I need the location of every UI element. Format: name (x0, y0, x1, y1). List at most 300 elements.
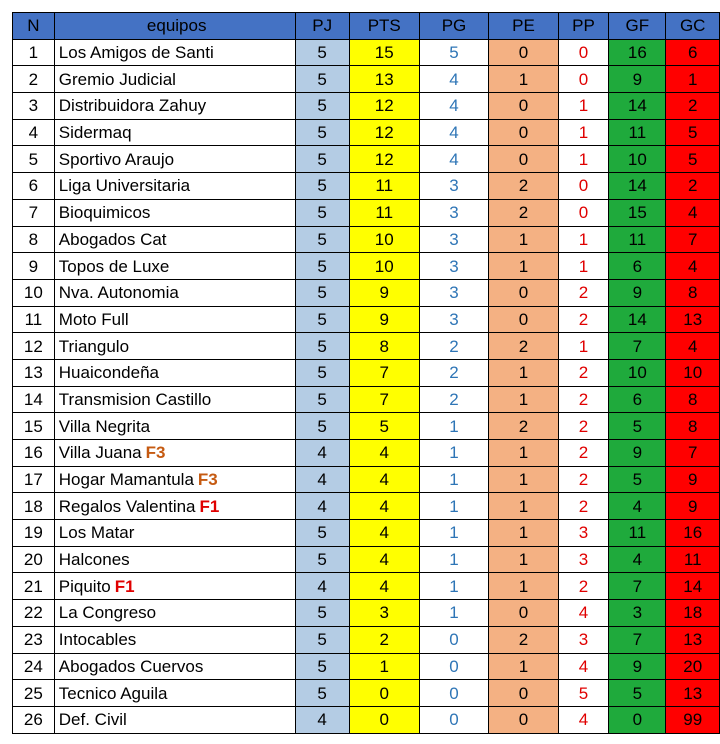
header-gf: GF (609, 13, 666, 40)
pp-cell: 1 (558, 333, 609, 360)
n-cell: 22 (13, 600, 55, 627)
gf-cell: 6 (609, 253, 666, 280)
team-cell (54, 66, 295, 93)
pts-cell: 9 (349, 279, 419, 306)
table-row (13, 66, 720, 93)
gc-cell: 13 (666, 306, 720, 333)
gc-cell: 13 (666, 626, 720, 653)
pg-cell: 2 (419, 386, 489, 413)
pp-cell: 1 (558, 119, 609, 146)
gc-cell: 8 (666, 279, 720, 306)
team-name: Gremio Judicial (58, 69, 176, 89)
pts-cell: 9 (349, 306, 419, 333)
gf-cell: 5 (609, 466, 666, 493)
pg-cell: 1 (419, 493, 489, 520)
pts-cell: 10 (349, 253, 419, 280)
team-cell (54, 600, 295, 627)
gf-cell: 11 (609, 520, 666, 547)
team-name: Topos de Luxe (58, 256, 170, 276)
table-row (13, 680, 720, 707)
pts-cell: 0 (349, 706, 419, 733)
team-name: Transmision Castillo (58, 389, 212, 409)
header-pj: PJ (295, 13, 349, 40)
pts-cell: 4 (349, 573, 419, 600)
pj-cell: 5 (295, 93, 349, 120)
team-cell (54, 653, 295, 680)
gf-cell: 5 (609, 413, 666, 440)
pg-cell: 4 (419, 66, 489, 93)
pts-cell: 4 (349, 493, 419, 520)
pj-cell: 5 (295, 173, 349, 200)
pg-cell: 1 (419, 413, 489, 440)
penalty-tag: F3 (145, 443, 166, 463)
pj-cell: 5 (295, 66, 349, 93)
team-cell (54, 680, 295, 707)
pe-cell: 1 (489, 546, 558, 573)
n-cell: 19 (13, 520, 55, 547)
pj-cell: 4 (295, 466, 349, 493)
pg-cell: 3 (419, 253, 489, 280)
team-cell (54, 413, 295, 440)
table-row (13, 253, 720, 280)
pg-cell: 4 (419, 93, 489, 120)
pj-cell: 5 (295, 306, 349, 333)
team-name: Sidermaq (58, 123, 132, 143)
team-name: Def. Civil (58, 710, 127, 730)
header-pp: PP (558, 13, 609, 40)
team-name: Nva. Autonomia (58, 283, 179, 303)
pp-cell: 2 (558, 386, 609, 413)
pp-cell: 2 (558, 359, 609, 386)
pj-cell: 5 (295, 413, 349, 440)
table-row (13, 386, 720, 413)
pe-cell: 0 (489, 600, 558, 627)
gc-cell: 7 (666, 440, 720, 467)
pp-cell: 2 (558, 306, 609, 333)
pj-cell: 5 (295, 546, 349, 573)
team-name: Hogar Mamantula (58, 470, 194, 490)
pj-cell: 4 (295, 573, 349, 600)
pp-cell: 0 (558, 199, 609, 226)
pts-cell: 0 (349, 680, 419, 707)
pe-cell: 2 (489, 626, 558, 653)
pe-cell: 1 (489, 66, 558, 93)
gc-cell: 13 (666, 680, 720, 707)
pp-cell: 1 (558, 146, 609, 173)
team-name: Tecnico Aguila (58, 683, 168, 703)
standings-table (12, 12, 720, 734)
team-cell (54, 359, 295, 386)
team-name: Villa Juana (58, 443, 142, 463)
team-cell (54, 226, 295, 253)
gc-cell: 1 (666, 66, 720, 93)
pp-cell: 1 (558, 226, 609, 253)
header-equipos: equipos (54, 13, 295, 40)
n-cell: 13 (13, 359, 55, 386)
gc-cell: 14 (666, 573, 720, 600)
header-gc: GC (666, 13, 720, 40)
header-row (13, 13, 720, 40)
gc-cell: 16 (666, 520, 720, 547)
pg-cell: 1 (419, 573, 489, 600)
gf-cell: 11 (609, 119, 666, 146)
gf-cell: 9 (609, 66, 666, 93)
pts-cell: 4 (349, 440, 419, 467)
pe-cell: 1 (489, 653, 558, 680)
gf-cell: 9 (609, 653, 666, 680)
n-cell: 8 (13, 226, 55, 253)
gf-cell: 10 (609, 146, 666, 173)
pg-cell: 1 (419, 546, 489, 573)
pts-cell: 7 (349, 386, 419, 413)
team-name: Liga Universitaria (58, 176, 191, 196)
n-cell: 9 (13, 253, 55, 280)
team-name: Halcones (58, 550, 130, 570)
pj-cell: 5 (295, 119, 349, 146)
team-name: Distribuidora Zahuy (58, 96, 207, 116)
n-cell: 12 (13, 333, 55, 360)
header-pts: PTS (349, 13, 419, 40)
pts-cell: 10 (349, 226, 419, 253)
pg-cell: 1 (419, 600, 489, 627)
gf-cell: 16 (609, 39, 666, 66)
pp-cell: 5 (558, 680, 609, 707)
gf-cell: 3 (609, 600, 666, 627)
gc-cell: 18 (666, 600, 720, 627)
pj-cell: 5 (295, 386, 349, 413)
gf-cell: 5 (609, 680, 666, 707)
penalty-tag: F3 (197, 470, 218, 490)
table-row (13, 600, 720, 627)
team-name: Piquito (58, 576, 111, 596)
gc-cell: 11 (666, 546, 720, 573)
pg-cell: 1 (419, 440, 489, 467)
pts-cell: 2 (349, 626, 419, 653)
pj-cell: 5 (295, 680, 349, 707)
team-name: La Congreso (58, 603, 157, 623)
pe-cell: 1 (489, 493, 558, 520)
header-n: N (13, 13, 55, 40)
pg-cell: 3 (419, 279, 489, 306)
pp-cell: 2 (558, 493, 609, 520)
table-row (13, 546, 720, 573)
team-name: Bioquimicos (58, 203, 151, 223)
pe-cell: 0 (489, 306, 558, 333)
table-row (13, 626, 720, 653)
pe-cell: 0 (489, 93, 558, 120)
gf-cell: 10 (609, 359, 666, 386)
pp-cell: 2 (558, 466, 609, 493)
team-cell (54, 173, 295, 200)
n-cell: 25 (13, 680, 55, 707)
pts-cell: 3 (349, 600, 419, 627)
pj-cell: 5 (295, 359, 349, 386)
pj-cell: 5 (295, 226, 349, 253)
pp-cell: 1 (558, 93, 609, 120)
pe-cell: 0 (489, 146, 558, 173)
gf-cell: 14 (609, 173, 666, 200)
pj-cell: 5 (295, 653, 349, 680)
gc-cell: 2 (666, 93, 720, 120)
team-cell (54, 119, 295, 146)
team-cell (54, 146, 295, 173)
table-row (13, 306, 720, 333)
penalty-tag: F1 (114, 576, 135, 596)
team-name: Sportivo Araujo (58, 149, 175, 169)
table-row (13, 119, 720, 146)
pg-cell: 4 (419, 119, 489, 146)
pj-cell: 5 (295, 520, 349, 547)
n-cell: 15 (13, 413, 55, 440)
n-cell: 4 (13, 119, 55, 146)
n-cell: 3 (13, 93, 55, 120)
pj-cell: 5 (295, 39, 349, 66)
pe-cell: 0 (489, 706, 558, 733)
gf-cell: 0 (609, 706, 666, 733)
n-cell: 14 (13, 386, 55, 413)
n-cell: 20 (13, 546, 55, 573)
gf-cell: 6 (609, 386, 666, 413)
team-cell (54, 706, 295, 733)
gc-cell: 7 (666, 226, 720, 253)
gc-cell: 9 (666, 466, 720, 493)
pp-cell: 2 (558, 573, 609, 600)
team-name: Moto Full (58, 309, 129, 329)
pts-cell: 15 (349, 39, 419, 66)
n-cell: 5 (13, 146, 55, 173)
table-row (13, 173, 720, 200)
pe-cell: 1 (489, 359, 558, 386)
team-name: Intocables (58, 630, 137, 650)
n-cell: 7 (13, 199, 55, 226)
team-cell (54, 279, 295, 306)
team-cell (54, 573, 295, 600)
team-cell (54, 546, 295, 573)
header-pg: PG (419, 13, 489, 40)
team-cell (54, 333, 295, 360)
team-cell (54, 440, 295, 467)
pp-cell: 1 (558, 253, 609, 280)
table-row (13, 93, 720, 120)
gc-cell: 20 (666, 653, 720, 680)
pe-cell: 2 (489, 173, 558, 200)
team-cell (54, 199, 295, 226)
pp-cell: 2 (558, 413, 609, 440)
pe-cell: 1 (489, 440, 558, 467)
pg-cell: 3 (419, 306, 489, 333)
pj-cell: 5 (295, 199, 349, 226)
team-cell (54, 306, 295, 333)
pp-cell: 4 (558, 600, 609, 627)
table-row (13, 440, 720, 467)
n-cell: 17 (13, 466, 55, 493)
pg-cell: 0 (419, 653, 489, 680)
gf-cell: 4 (609, 493, 666, 520)
pe-cell: 2 (489, 413, 558, 440)
team-cell (54, 520, 295, 547)
pg-cell: 4 (419, 146, 489, 173)
team-cell (54, 39, 295, 66)
gc-cell: 4 (666, 253, 720, 280)
team-cell (54, 493, 295, 520)
pj-cell: 4 (295, 493, 349, 520)
table-row (13, 520, 720, 547)
gf-cell: 11 (609, 226, 666, 253)
n-cell: 11 (13, 306, 55, 333)
pj-cell: 4 (295, 440, 349, 467)
pe-cell: 0 (489, 680, 558, 707)
table-row (13, 226, 720, 253)
team-name: Triangulo (58, 336, 130, 356)
pe-cell: 1 (489, 253, 558, 280)
gf-cell: 4 (609, 546, 666, 573)
pg-cell: 0 (419, 706, 489, 733)
pts-cell: 1 (349, 653, 419, 680)
gf-cell: 14 (609, 93, 666, 120)
pg-cell: 3 (419, 173, 489, 200)
pts-cell: 5 (349, 413, 419, 440)
n-cell: 10 (13, 279, 55, 306)
table-row (13, 199, 720, 226)
team-name: Regalos Valentina (58, 496, 196, 516)
gf-cell: 9 (609, 440, 666, 467)
pj-cell: 5 (295, 626, 349, 653)
gc-cell: 10 (666, 359, 720, 386)
gc-cell: 4 (666, 199, 720, 226)
n-cell: 21 (13, 573, 55, 600)
table-row (13, 653, 720, 680)
pj-cell: 5 (295, 253, 349, 280)
pts-cell: 12 (349, 146, 419, 173)
gc-cell: 4 (666, 333, 720, 360)
pj-cell: 5 (295, 600, 349, 627)
pj-cell: 5 (295, 279, 349, 306)
gc-cell: 6 (666, 39, 720, 66)
pp-cell: 0 (558, 66, 609, 93)
gf-cell: 7 (609, 333, 666, 360)
pe-cell: 0 (489, 279, 558, 306)
pg-cell: 1 (419, 520, 489, 547)
pg-cell: 0 (419, 680, 489, 707)
team-name: Villa Negrita (58, 416, 151, 436)
table-row (13, 39, 720, 66)
team-name: Los Amigos de Santi (58, 43, 214, 63)
pp-cell: 2 (558, 440, 609, 467)
pe-cell: 1 (489, 466, 558, 493)
team-cell (54, 253, 295, 280)
pg-cell: 2 (419, 359, 489, 386)
pj-cell: 4 (295, 706, 349, 733)
pe-cell: 2 (489, 199, 558, 226)
table-body (13, 39, 720, 733)
n-cell: 16 (13, 440, 55, 467)
gf-cell: 7 (609, 626, 666, 653)
table-row (13, 146, 720, 173)
n-cell: 1 (13, 39, 55, 66)
gc-cell: 99 (666, 706, 720, 733)
pts-cell: 12 (349, 93, 419, 120)
pe-cell: 1 (489, 520, 558, 547)
table-row (13, 279, 720, 306)
pp-cell: 0 (558, 173, 609, 200)
gf-cell: 15 (609, 199, 666, 226)
penalty-tag: F1 (199, 496, 220, 516)
pts-cell: 12 (349, 119, 419, 146)
pp-cell: 3 (558, 546, 609, 573)
team-cell (54, 93, 295, 120)
gc-cell: 8 (666, 413, 720, 440)
pg-cell: 1 (419, 466, 489, 493)
pp-cell: 0 (558, 39, 609, 66)
pp-cell: 4 (558, 653, 609, 680)
pe-cell: 0 (489, 39, 558, 66)
table-row (13, 413, 720, 440)
pts-cell: 4 (349, 520, 419, 547)
table-row (13, 466, 720, 493)
team-cell (54, 466, 295, 493)
pe-cell: 1 (489, 573, 558, 600)
table-row (13, 359, 720, 386)
pts-cell: 4 (349, 466, 419, 493)
header-pe: PE (489, 13, 558, 40)
pe-cell: 1 (489, 386, 558, 413)
pp-cell: 3 (558, 520, 609, 547)
n-cell: 2 (13, 66, 55, 93)
table-row (13, 706, 720, 733)
n-cell: 18 (13, 493, 55, 520)
gc-cell: 5 (666, 146, 720, 173)
pg-cell: 5 (419, 39, 489, 66)
pe-cell: 2 (489, 333, 558, 360)
team-name: Los Matar (58, 523, 135, 543)
pp-cell: 2 (558, 279, 609, 306)
pg-cell: 0 (419, 626, 489, 653)
pp-cell: 3 (558, 626, 609, 653)
pts-cell: 4 (349, 546, 419, 573)
team-name: Abogados Cuervos (58, 656, 204, 676)
team-cell (54, 386, 295, 413)
gc-cell: 9 (666, 493, 720, 520)
pp-cell: 4 (558, 706, 609, 733)
gc-cell: 8 (666, 386, 720, 413)
pts-cell: 11 (349, 173, 419, 200)
pts-cell: 7 (349, 359, 419, 386)
n-cell: 24 (13, 653, 55, 680)
pts-cell: 8 (349, 333, 419, 360)
gc-cell: 5 (666, 119, 720, 146)
team-cell (54, 626, 295, 653)
n-cell: 23 (13, 626, 55, 653)
pg-cell: 2 (419, 333, 489, 360)
pts-cell: 11 (349, 199, 419, 226)
pts-cell: 13 (349, 66, 419, 93)
pj-cell: 5 (295, 146, 349, 173)
pg-cell: 3 (419, 226, 489, 253)
n-cell: 26 (13, 706, 55, 733)
gf-cell: 14 (609, 306, 666, 333)
gc-cell: 2 (666, 173, 720, 200)
pj-cell: 5 (295, 333, 349, 360)
table-row (13, 333, 720, 360)
gf-cell: 7 (609, 573, 666, 600)
team-name: Abogados Cat (58, 229, 167, 249)
table-row (13, 573, 720, 600)
gf-cell: 9 (609, 279, 666, 306)
pe-cell: 0 (489, 119, 558, 146)
table-row (13, 493, 720, 520)
pe-cell: 1 (489, 226, 558, 253)
pg-cell: 3 (419, 199, 489, 226)
